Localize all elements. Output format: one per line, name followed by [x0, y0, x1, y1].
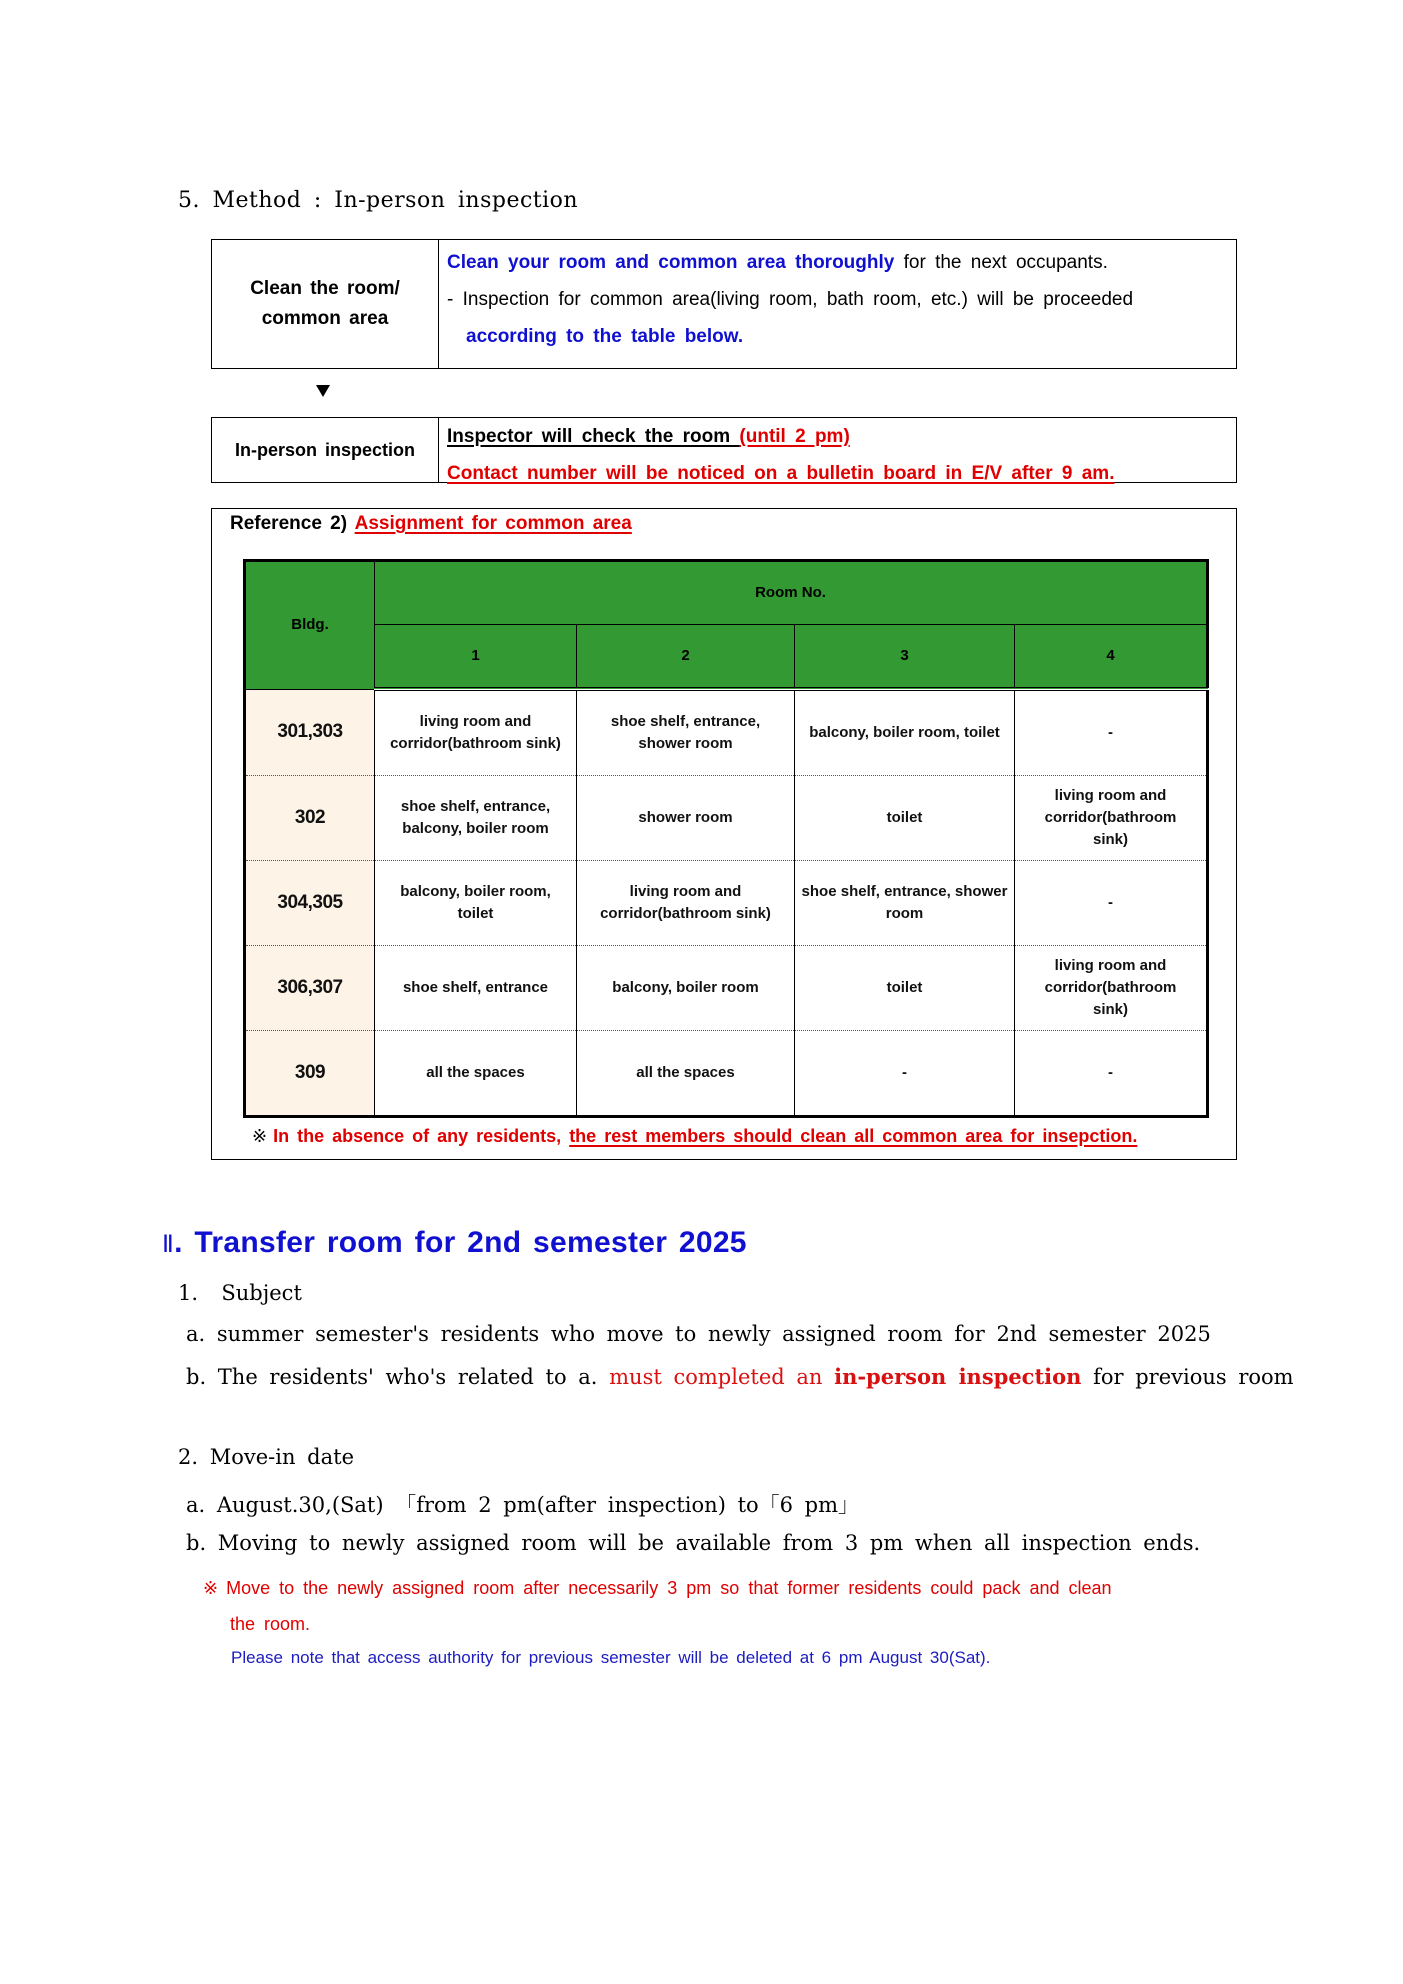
assignment-cell: - [1015, 689, 1208, 776]
until-time: (until 2 pm) [739, 426, 850, 447]
move-in-item-a: a. August.30,(Sat) 「from 2 pm(after inspection) to「6 pm」 [186, 1493, 860, 1517]
assignment-cell: living room and corridor(bathroom sink) [1015, 776, 1208, 861]
absence-note-part-2: the rest members should clean all common area for insepction. [569, 1126, 1138, 1146]
contact-line [447, 455, 1228, 492]
inspector-text: Inspector will check the room [447, 426, 740, 447]
assignment-table [243, 559, 1209, 1118]
in-person-inspection-step [211, 417, 1237, 483]
reference-prefix: Reference 2) [230, 513, 355, 534]
assignment-cell: living room and corridor(bathroom sink) [577, 861, 795, 946]
assignment-cell: shoe shelf, entrance, shower room [795, 861, 1015, 946]
assignment-cell: shoe shelf, entrance, shower room [577, 689, 795, 776]
move-in-heading: 2. Move-in date [178, 1445, 354, 1469]
subject-b-red: must completed an [609, 1365, 835, 1389]
clean-room-emphasis: Clean your room and common area thoroughly [447, 252, 895, 273]
subject-b-start: b. The residents' who's related to a. [186, 1365, 610, 1389]
reference-mark-icon: ※ [252, 1126, 268, 1146]
contact-notice: Contact number will be noticed on a bulletin board in E/V after 9 am. [447, 463, 1115, 484]
room-number-header: 4 [1015, 625, 1208, 690]
assignment-cell: toilet [795, 946, 1015, 1031]
assignment-cell: - [1015, 1031, 1208, 1117]
move-in-note-text-1: Move to the newly assigned room after necessarily 3 pm so that former residents could pack and clean [226, 1578, 1112, 1598]
move-in-item-b: b. Moving to newly assigned room will be available from 3 pm when all inspection ends. [186, 1531, 1201, 1555]
bldg-cell: 306,307 [245, 946, 375, 1031]
bldg-cell: 302 [245, 776, 375, 861]
assignment-cell: shoe shelf, entrance, balcony, boiler room [375, 776, 577, 861]
section-2-heading [162, 1226, 747, 1260]
clean-room-step [211, 239, 1237, 369]
assignment-cell: toilet [795, 776, 1015, 861]
assignment-cell: shower room [577, 776, 795, 861]
assignment-cell: living room and corridor(bathroom sink) [375, 689, 577, 776]
table-row [245, 861, 1208, 946]
subject-b-emphasis: in-person inspection [834, 1364, 1082, 1389]
subject-item-a: a. summer semester's residents who move to newly assigned room for 2nd semester 2025 [186, 1322, 1211, 1346]
table-row [245, 689, 1208, 776]
absence-note-part-1: In the absence of any residents, [273, 1126, 570, 1146]
roman-numeral: Ⅱ [162, 1231, 175, 1258]
table-row [245, 946, 1208, 1031]
clean-room-label-text: Clean the room/ common area [250, 278, 400, 329]
clean-room-description [439, 240, 1236, 368]
room-number-header: 1 [375, 625, 577, 690]
assignment-cell: - [1015, 861, 1208, 946]
subject-heading: 1. Subject [178, 1281, 302, 1305]
subject-item-b [186, 1364, 1294, 1389]
section-2-title: . Transfer room for 2nd semester 2025 [174, 1226, 747, 1259]
clean-room-line-2: - Inspection for common area(living room, bath room, etc.) will be proceeded [447, 289, 1134, 310]
reference-heading: Assignment for common area [354, 513, 632, 534]
bldg-cell: 301,303 [245, 689, 375, 776]
in-person-inspection-description [439, 418, 1236, 482]
table-below-emphasis: according to the table below. [466, 326, 744, 347]
clean-room-label [212, 240, 439, 368]
assignment-cell: all the spaces [577, 1031, 795, 1117]
move-in-note [203, 1570, 1283, 1642]
bldg-header: Bldg. [245, 561, 375, 690]
room-number-header: 3 [795, 625, 1015, 690]
subject-b-end: for previous room [1081, 1365, 1294, 1389]
move-in-note-line-1 [203, 1570, 1283, 1606]
bldg-cell: 309 [245, 1031, 375, 1117]
room-no-header: Room No. [375, 561, 1208, 625]
in-person-inspection-label: In-person inspection [212, 418, 439, 482]
assignment-cell: - [795, 1031, 1015, 1117]
reference-box [211, 508, 1237, 1160]
bldg-cell: 304,305 [245, 861, 375, 946]
assignment-cell: balcony, boiler room [577, 946, 795, 1031]
assignment-cell: all the spaces [375, 1031, 577, 1117]
reference-mark-icon: ※ [203, 1578, 219, 1598]
assignment-cell: balcony, boiler room, toilet [375, 861, 577, 946]
absence-note [252, 1126, 1137, 1147]
table-row [245, 776, 1208, 861]
move-in-note-line-2: the room. [230, 1614, 311, 1634]
clean-room-line-1 [447, 244, 1228, 281]
inspector-line [447, 418, 1228, 455]
assignment-cell: living room and corridor(bathroom sink) [1015, 946, 1208, 1031]
access-authority-note: Please note that access authority for previous semester will be deleted at 6 pm August 30(Sat). [231, 1648, 991, 1667]
reference-title [230, 513, 632, 535]
assignment-cell: shoe shelf, entrance [375, 946, 577, 1031]
table-row [245, 1031, 1208, 1117]
room-number-header: 2 [577, 625, 795, 690]
assignment-cell: balcony, boiler room, toilet [795, 689, 1015, 776]
down-triangle-icon [316, 385, 330, 397]
clean-room-line-1-rest: for the next occupants. [894, 252, 1108, 273]
section-5-title: 5. Method : In-person inspection [178, 188, 579, 213]
clean-room-line-3 [447, 318, 1228, 355]
